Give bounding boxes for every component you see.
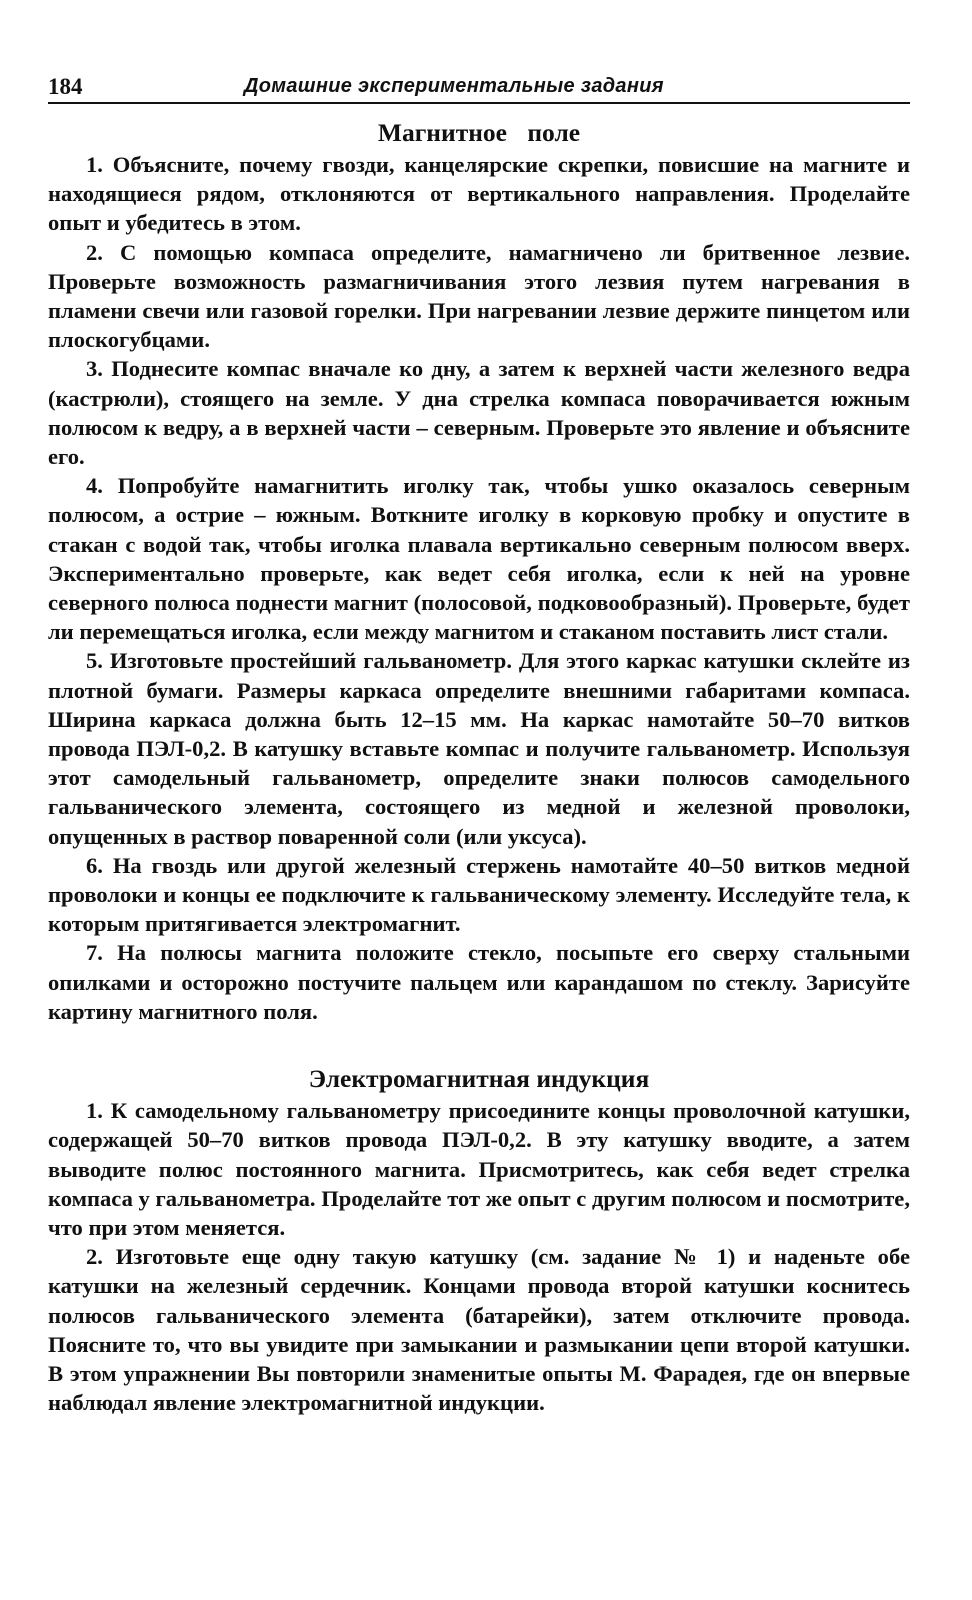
task-paragraph: 1. Объясните, почему гвозди, канцелярские скрепки, повисшие на магните и находящиеся рядом, отклоняются от вертикального направления. Проделайте опыт и убедитесь в этом. <box>48 152 910 236</box>
task-paragraph: 2. С помощью компаса определите, намагничено ли бритвенное лезвие. Проверьте возможность размагничивания этого лезвия путем нагревания в пламени свечи или газовой горелки. При нагревании лезвие держите пинцетом или плоскогубцами. <box>48 239 910 353</box>
task-paragraph: 7. На полюсы магнита положите стекло, посыпьте его сверху стальными опилками и осторожно постучите пальцем или карандашом по стеклу. Зарисуйте картину магнитного поля. <box>48 940 910 1024</box>
task-paragraph: 2. Изготовьте еще одну такую катушку (см. задание № 1) и наденьте обе катушки на железный сердечник. Концами провода второй катушки коснитесь полюсов гальванического элемента (батарейки), затем отключите провода. Поясните то, что вы увидите при замыкании и размыкании цепи второй катушки. В этом упражнении Вы повторили знаменитые опыты М. Фарадея, где он впервые наблюдал явление электромагнитной индукции. <box>48 1244 910 1416</box>
section-magnetic-field <box>48 118 910 1026</box>
section-title: Магнитное поле <box>377 118 581 147</box>
task-paragraph: 6. На гвоздь или другой железный стержень намотайте 40–50 витков медной проволоки и концы ее подключите к гальваническому элементу. Исследуйте тела, к которым притягивается электромагнит. <box>48 852 910 937</box>
task-paragraph: 4. Попробуйте намагнитить иголку так, чтобы ушко оказалось северным полюсом, а острие – южным. Воткните иголку в корковую пробку и опустите в стакан с водой так, чтобы иголка плавала вертикально северным полюсом вверх. Экспериментально проверьте, как ведет себя иголка, если к ней на уровне северного полюса поднести магнит (полосовой, подковообразный). Проверьте, будет ли перемещаться иголка, если между магнитом и стаканом поставить лист стали. <box>48 473 910 645</box>
section-electromagnetic-induction <box>48 1064 910 1417</box>
task-paragraph: 5. Изготовьте простейший гальванометр. Для этого каркас катушки склейте из плотной бумаги. Размеры каркаса определите внешними габаритами компаса. Ширина каркаса должна быть 12–15 мм. На каркас намотайте 50–70 витков провода ПЭЛ-0,2. В катушку вставьте компас и получите гальванометр. Используя этот самодельный гальванометр, определите знаки полюсов самодельного гальванического элемента, состоящего из медной и железной проволоки, опущенных в раствор поваренной соли (или уксуса). <box>48 648 910 849</box>
book-page <box>48 66 910 1417</box>
task-paragraph: 3. Поднесите компас вначале ко дну, а затем к верхней части железного ведра (кастрюли), стоящего на земле. У дна стрелка компаса поворачивается южным полюсом к ведру, а в верхней части – северным. Проверьте это явление и объясните его. <box>48 356 910 470</box>
running-header-title: Домашние экспериментальные задания <box>244 75 664 97</box>
page-number: 184 <box>48 74 83 99</box>
task-paragraph: 1. К самодельному гальванометру присоедините концы проволочной катушки, содержащей 50–70 витков провода ПЭЛ-0,2. В эту катушку вводите, а затем выводите полюс постоянного магнита. Присмотритесь, как себя ведет стрелка компаса у гальванометра. Проделайте тот же опыт с другим полюсом и посмотрите, что при этом меняется. <box>48 1098 910 1240</box>
running-header <box>48 66 910 104</box>
section-title: Электромагнитная индукция <box>308 1064 650 1094</box>
